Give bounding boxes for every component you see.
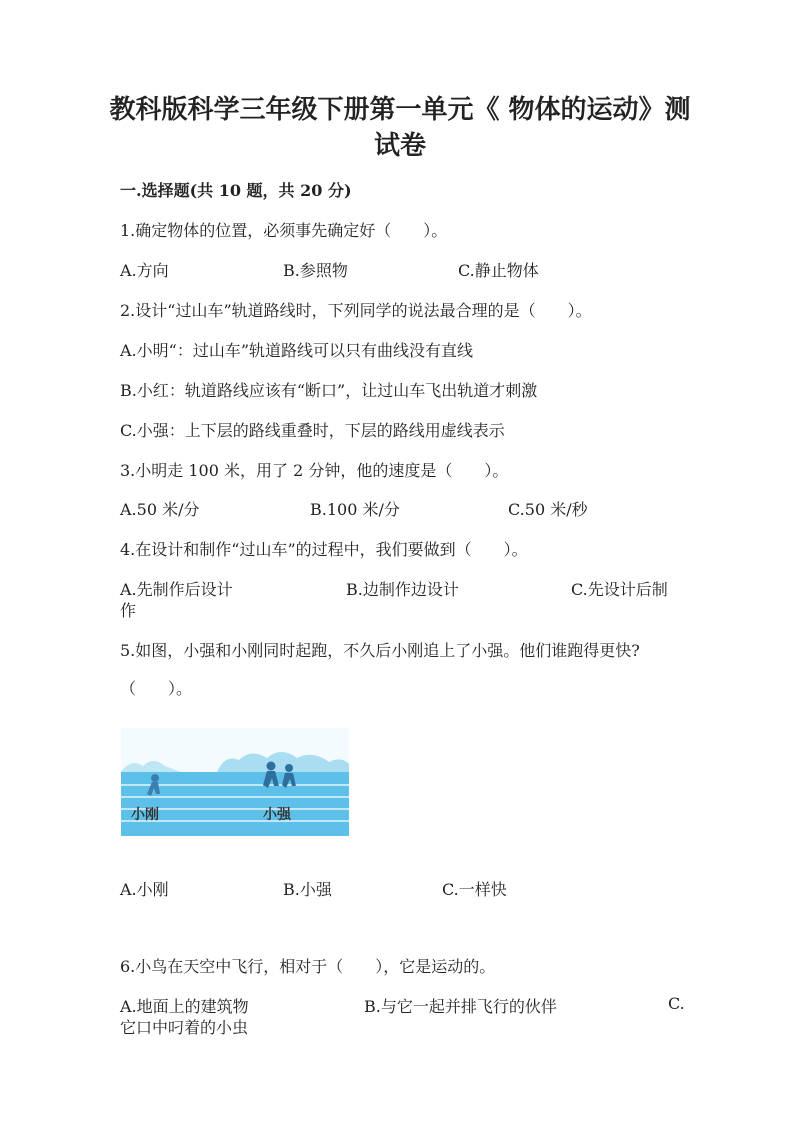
question-1-stem: 1.确定物体的位置，必须事先确定好（ ）。	[120, 221, 448, 240]
question-5-option-b: B.小强	[283, 880, 332, 899]
title-line-1: 教科版科学三年级下册第一单元《 物体的运动》测	[109, 95, 691, 125]
question-5-stem: 5.如图，小强和小刚同时起跑，不久后小刚追上了小强。他们谁跑得更快?	[120, 641, 640, 660]
question-3-option-c: C.50 米/秒	[508, 500, 588, 519]
question-2-option-a: A.小明“：过山车”轨道路线可以只有曲线没有直线	[120, 341, 474, 360]
question-2-option-c: C.小强：上下层的路线重叠时，下层的路线用虚线表示	[120, 421, 505, 440]
question-4-option-c: C.先设计后制	[571, 580, 668, 599]
question-6-option-b: B.与它一起并排飞行的伙伴	[364, 997, 557, 1016]
question-5-option-c: C.一样快	[442, 880, 507, 899]
question-2-stem: 2.设计“过山车”轨道路线时，下列同学的说法最合理的是（ ）。	[120, 301, 592, 320]
question-6-option-c-wrap: 它口中叼着的小虫	[120, 1018, 249, 1037]
page-title	[100, 92, 700, 164]
question-4-stem: 4.在设计和制作“过山车”的过程中，我们要做到（ ）。	[120, 540, 528, 559]
figure-label-xiaoqiang: 小强	[263, 807, 291, 823]
question-5-option-a: A.小刚	[120, 880, 169, 899]
question-2-option-b: B.小红：轨道路线应该有“断口”，让过山车飞出轨道才刺激	[120, 381, 538, 400]
question-1-option-b: B.参照物	[283, 261, 348, 280]
question-3-stem: 3.小明走 100 米，用了 2 分钟，他的速度是（ ）。	[120, 461, 509, 480]
title-line-2: 试卷	[373, 131, 426, 161]
question-4-option-a: A.先制作后设计	[120, 580, 233, 599]
question-4-option-b: B.边制作边设计	[346, 580, 459, 599]
section-heading: 一.选择题(共 10 题，共 20 分)	[120, 181, 352, 200]
question-6-stem: 6.小鸟在天空中飞行，相对于（ ），它是运动的。	[120, 957, 496, 976]
figure-label-xiaogang: 小刚	[131, 807, 159, 823]
question-5-stem-blank: （ ）。	[120, 679, 193, 698]
race-figure	[121, 728, 349, 836]
question-6-option-a: A.地面上的建筑物	[120, 997, 249, 1016]
question-4-option-c-wrap: 作	[120, 601, 137, 620]
question-3-option-b: B.100 米/分	[310, 500, 400, 519]
question-1-option-c: C.静止物体	[458, 261, 539, 280]
question-6-option-c: C.	[668, 994, 685, 1013]
question-1-option-a: A.方向	[120, 261, 169, 280]
question-3-option-a: A.50 米/分	[120, 500, 200, 519]
